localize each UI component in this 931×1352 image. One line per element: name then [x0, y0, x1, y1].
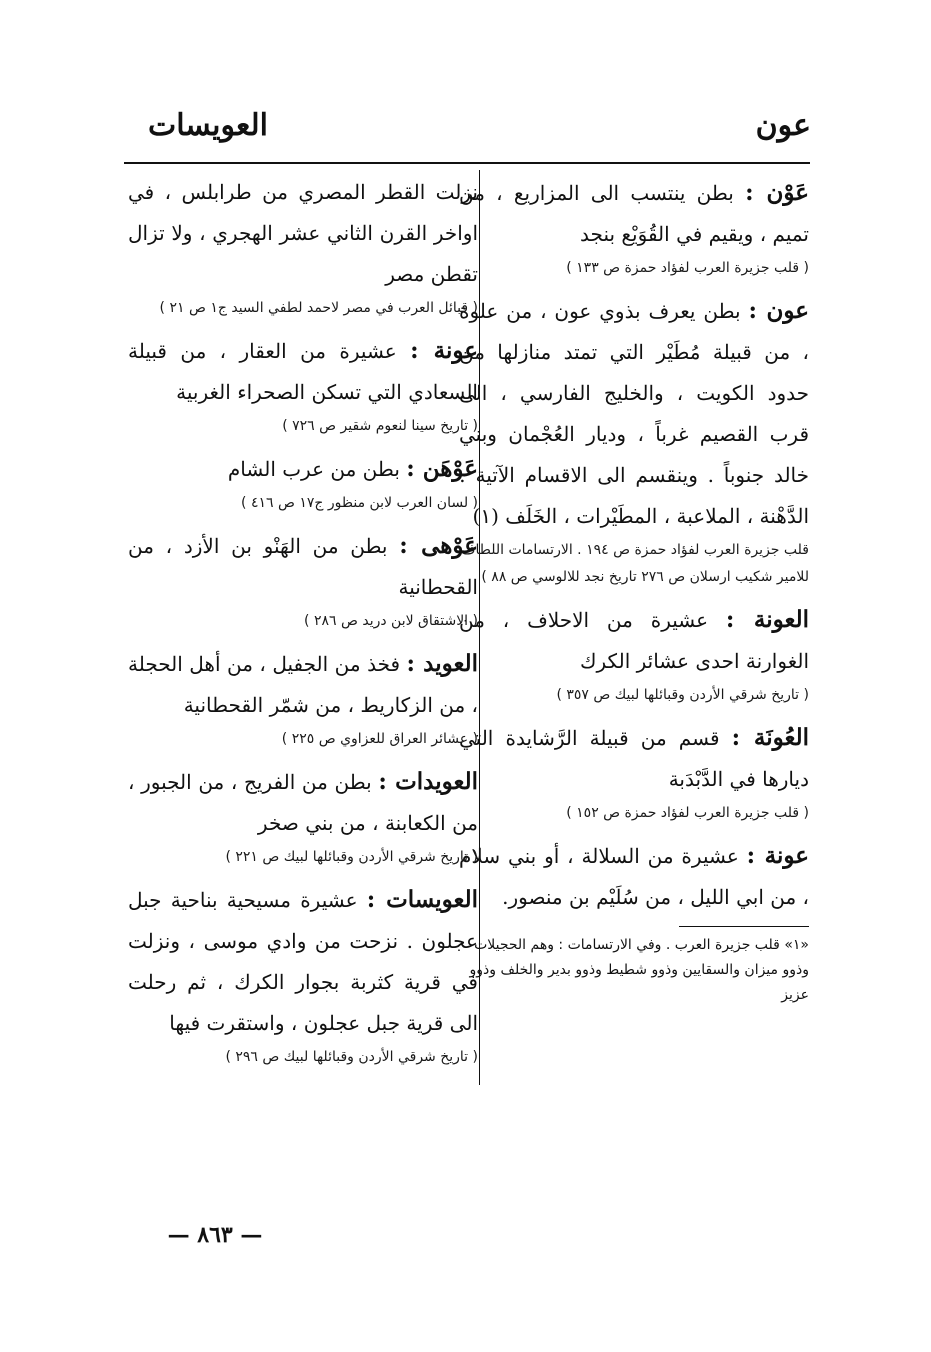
entry-body — [459, 172, 809, 255]
entry-source: ( عشائر العراق للعزاوي ص ٢٢٥ ) — [281, 731, 478, 747]
entry-text: بطن من الهَنْو بن الأزد ، من القحطانية — [128, 534, 478, 599]
entry-headword: عَوْن : — [745, 179, 809, 206]
entry-body — [128, 448, 478, 490]
entry-text: بطن من الفريج ، من الجبور ، من الكعابنة ، من بني صخر — [128, 770, 478, 835]
entry-headword: عونة : — [746, 842, 809, 869]
entry-headword: عَوْهى : — [399, 532, 478, 559]
entry-awha — [128, 525, 478, 635]
entry-headword: العويسات : — [366, 886, 479, 913]
entry-text: قسم من قبيلة الرَّشايدة التي ديارها في الدَّبْدَبة — [459, 726, 809, 791]
entry-headword: العويد : — [406, 650, 478, 677]
entry-text: عشيرة من الاحلاف ، من الغوارنة احدى عشائر الكرك — [459, 608, 809, 673]
entry-source: ( لسان العرب لابن منظور ج١٧ ص ٤١٦ ) — [241, 495, 478, 511]
entry-al-uwaydat — [128, 761, 478, 871]
entry-continued — [128, 172, 478, 322]
entry-al-uwna — [459, 717, 809, 827]
entry-awna-left — [128, 330, 478, 440]
entry-headword: عَوْهَن : — [406, 455, 478, 482]
entry-headword: عونة : — [410, 337, 478, 364]
entry-body — [459, 599, 809, 682]
entry-body — [459, 717, 809, 800]
entry-awna — [459, 835, 809, 918]
page-number: — ٨٦٣ — — [167, 1222, 263, 1248]
running-head-right: عون — [755, 108, 811, 143]
entry-body — [128, 761, 478, 844]
entry-headword: العونة : — [725, 606, 810, 633]
entry-source: ( تاريخ شرقي الأردن وقبائلها لبيك ص ٣٥٧ ) — [556, 687, 809, 703]
entry-headword: العويدات : — [378, 768, 478, 795]
entry-text: عشيرة مسيحية بناحية جبل عجلون . نزحت من وادي موسى ، ونزلت في قرية كثربة بجوار الكرك ، ثم رحلت الى قرية جبل عجلون ، واستقرت فيها — [128, 888, 478, 1035]
entry-source: ( تاريخ شرقي الأردن وقبائلها لبيك ص ٢٢١ ) — [225, 849, 478, 865]
entry-text: بطن من عرب الشام — [227, 457, 400, 481]
entry-body — [128, 643, 478, 726]
entry-text: بطن ينتسب الى المزاريع ، من تميم ، ويقيم في القُوَيْع بنجد — [459, 181, 809, 246]
entry-body — [128, 525, 478, 608]
entry-body — [128, 879, 478, 1044]
entry-source: ( تاريخ شرقي الأردن وقبائلها لبيك ص ٢٩٦ ) — [225, 1049, 478, 1065]
entry-awn-2 — [459, 290, 809, 591]
header-rule — [124, 162, 810, 164]
entry-source: قلب جزيرة العرب لفؤاد حمزة ص ١٩٤ . الارتسامات اللطاف للامير شكيب ارسلان ص ٢٧٦ تاريخ نجد للالوسي ص ٨٨ ) — [460, 542, 809, 585]
entry-text: عشيرة من العقار ، من قبيلة السعادي التي تسكن الصحراء الغربية — [128, 339, 478, 404]
entry-source: ( تاريخ سينا لنعوم شقير ص ٧٢٦ ) — [282, 418, 478, 434]
entry-al-awna — [459, 599, 809, 709]
entry-awn-1 — [459, 172, 809, 282]
entry-text: نزلت القطر المصري من طرابلس ، في اواخر القرن الثاني عشر الهجري ، ولا تزال تقطن مصر — [128, 180, 478, 286]
footnote-rule — [679, 926, 809, 927]
entry-al-uwaysat — [128, 879, 478, 1071]
footnote: «١» قلب جزيرة العرب . وفي الارتسامات : وهم الحجيلات وذوو ميزان والسقايين وذوو شطيط وذوو بدير والخلف وذوو عزيز — [469, 937, 809, 1003]
entry-text: عشيرة من السلالة ، أو بني سلام ، من ابي الليل ، من سُلَيْم بن منصور. — [459, 844, 809, 909]
entry-source: ( الاشتقاق لابن دريد ص ٢٨٦ ) — [304, 613, 478, 629]
entry-source: ( قلب جزيرة العرب لفؤاد حمزة ص ١٣٣ ) — [566, 260, 809, 276]
entry-awhan — [128, 448, 478, 517]
right-column — [459, 172, 809, 1008]
entry-body — [128, 172, 478, 295]
entry-body — [459, 290, 809, 537]
entry-headword: العُونَة : — [731, 724, 810, 751]
entry-body — [128, 330, 478, 413]
entry-text: فخذ من الجفيل ، من أهل الحجلة ، من الزكاريط ، من شمّر القحطانية — [128, 652, 478, 717]
entry-al-uwayd — [128, 643, 478, 753]
entry-source: ( قلب جزيرة العرب لفؤاد حمزة ص ١٥٢ ) — [566, 805, 809, 821]
entry-body — [459, 835, 809, 918]
left-column — [128, 172, 478, 1079]
entry-headword: عون : — [748, 297, 809, 324]
running-head-left: العويسات — [148, 108, 268, 143]
entry-text: بطن يعرف بذوي عون ، من علوة ، من قبيلة مُطَيْر التي تمتد منازلها من حدود الكويت ، والخليج الفارسي ، الى قرب القصيم غرباً ، وديار العُجْمان وبني خالد جنوباً . وينقسم الى الاقسام الآتية : الدَّهْنة ، الملاعبة ، المطَيْرات ، الخَلَف (١) — [459, 299, 809, 528]
entry-source: ( قبائل العرب في مصر لاحمد لطفي السيد ج١ ص ٢١ ) — [159, 300, 478, 316]
